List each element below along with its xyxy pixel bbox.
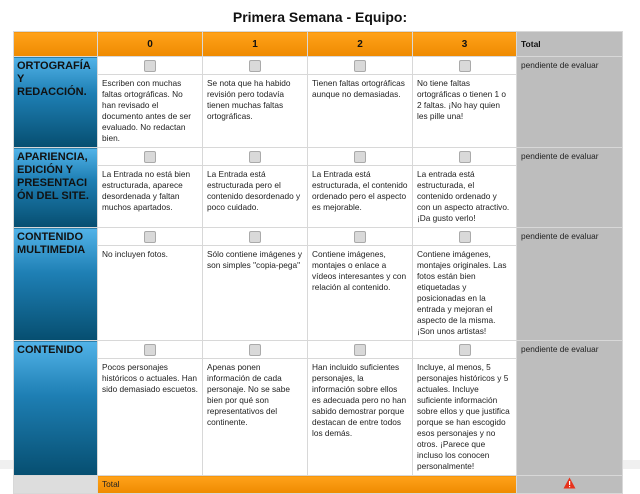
level-description: Contiene imágenes, montajes o enlace a vídeos interesantes y con relación al contenido. (308, 246, 413, 341)
header-total: Total (517, 32, 623, 57)
criterion-status: pendiente de evaluar (517, 148, 623, 228)
level-description: La Entrada no está bien estructurada, aparece desordenada y faltan muchos apartados. (98, 166, 203, 228)
score-checkbox[interactable] (459, 60, 471, 72)
score-cell (203, 57, 308, 75)
criterion-label: CONTENIDO MULTIMEDIA (14, 228, 98, 341)
criterion-label: APARIENCIA, EDICIÓN Y PRESENTACI ÓN DEL SITE. (14, 148, 98, 228)
page-title: Primera Semana - Equipo: (232, 9, 408, 25)
header-level-0: 0 (98, 32, 203, 57)
score-cell (203, 228, 308, 246)
footer-total-value (517, 476, 623, 494)
criterion-status: pendiente de evaluar (517, 341, 623, 476)
level-description: No incluyen fotos. (98, 246, 203, 341)
footer-row (14, 476, 623, 494)
score-checkbox[interactable] (249, 344, 261, 356)
score-checkbox[interactable] (144, 60, 156, 72)
score-checkbox[interactable] (459, 151, 471, 163)
score-checkbox[interactable] (249, 231, 261, 243)
criterion-label: ORTOGRAFÍA Y REDACCIÓN. (14, 57, 98, 148)
score-cell (98, 57, 203, 75)
score-checkbox[interactable] (354, 231, 366, 243)
score-cell (413, 341, 517, 359)
level-description: Contiene imágenes, montajes originales. Las fotos están bien etiquetadas y posicionadas en la entrada y mejoran el aspecto de la misma. ¡Son unos artistas! (413, 246, 517, 341)
criterion-row (14, 57, 623, 75)
header-level-2: 2 (308, 32, 413, 57)
level-description: La Entrada está estructurada, el contenido ordenado pero el aspecto es mejorable. (308, 166, 413, 228)
level-description: Incluye, al menos, 5 personajes históricos y 5 actuales. Incluye suficiente información sobre ellos y que justifica porque se han escogido esos personajes y no otros. ¡Parece que incluso los conocen personalmente! (413, 359, 517, 476)
level-description: No tiene faltas ortográficas o tienen 1 o 2 faltas. ¡No hay quien les pille una! (413, 75, 517, 148)
header-level-1: 1 (203, 32, 308, 57)
header-level-3: 3 (413, 32, 517, 57)
criterion-status: pendiente de evaluar (517, 228, 623, 341)
score-cell (203, 341, 308, 359)
level-description: Escriben con muchas faltas ortográficas. No han revisado el documento antes de ser evaluado. No redactan bien. (98, 75, 203, 148)
score-checkbox[interactable] (354, 151, 366, 163)
header-empty (14, 32, 98, 57)
score-checkbox[interactable] (459, 231, 471, 243)
score-cell (413, 148, 517, 166)
level-description: Pocos personajes históricos o actuales. Han sido demasiado escuetos. (98, 359, 203, 476)
score-checkbox[interactable] (459, 344, 471, 356)
footer-total-label: Total (98, 476, 517, 494)
criterion-row (14, 341, 623, 359)
criterion-row (14, 148, 623, 166)
level-description: Sólo contiene imágenes y son simples "copia-pega" (203, 246, 308, 341)
score-cell (413, 228, 517, 246)
criterion-status: pendiente de evaluar (517, 57, 623, 148)
level-description: La entrada está estructurada, el contenido ordenado y con un aspecto atractivo. ¡Da gusto verlo! (413, 166, 517, 228)
score-checkbox[interactable] (144, 231, 156, 243)
score-cell (98, 228, 203, 246)
score-checkbox[interactable] (144, 344, 156, 356)
score-cell (98, 341, 203, 359)
score-cell (413, 57, 517, 75)
score-cell (308, 228, 413, 246)
level-description: Han incluido suficientes personajes, la información sobre ellos es adecuada pero no han sabido demostrar porque destacan de entre todos los demás. (308, 359, 413, 476)
footer-empty (14, 476, 98, 494)
level-description: Tienen faltas ortográficas aunque no demasiadas. (308, 75, 413, 148)
score-checkbox[interactable] (144, 151, 156, 163)
warning-icon (563, 477, 576, 489)
header-row (14, 32, 623, 57)
level-description: Se nota que ha habido revisión pero todavía tienen muchas faltas ortográficas. (203, 75, 308, 148)
score-cell (203, 148, 308, 166)
score-checkbox[interactable] (249, 60, 261, 72)
score-checkbox[interactable] (354, 344, 366, 356)
rubric-table (13, 31, 623, 494)
level-description: La Entrada está estructurada pero el contenido desordenado y poco cuidado. (203, 166, 308, 228)
level-description: Apenas ponen información de cada personaje. No se sabe bien por qué son representativos del continente. (203, 359, 308, 476)
criterion-row (14, 228, 623, 246)
score-checkbox[interactable] (354, 60, 366, 72)
score-cell (308, 148, 413, 166)
criterion-label: CONTENIDO (14, 341, 98, 476)
score-cell (98, 148, 203, 166)
score-cell (308, 57, 413, 75)
score-cell (308, 341, 413, 359)
score-checkbox[interactable] (249, 151, 261, 163)
